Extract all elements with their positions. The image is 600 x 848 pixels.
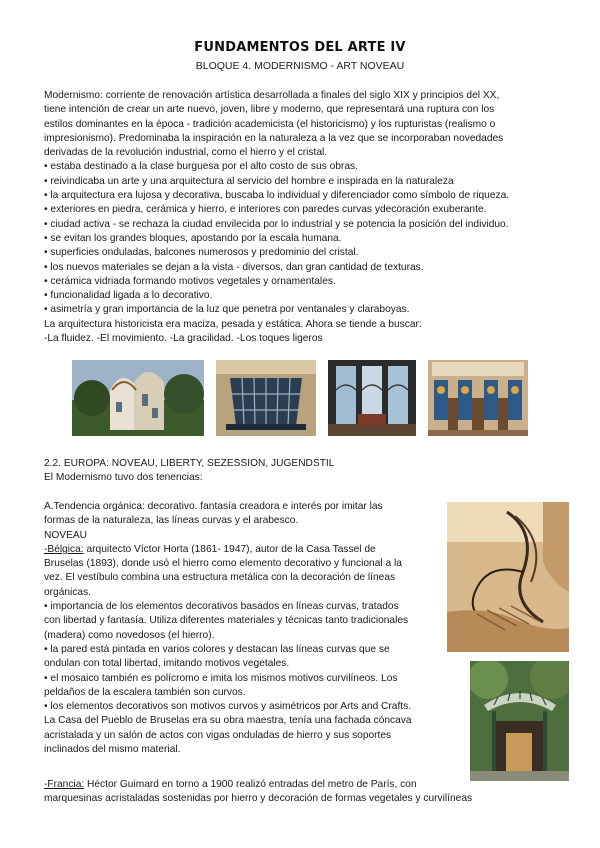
bullet-item: • reivindicaba un arte y una arquitectura al servicio del hombre e inspirada en la naturaleza (44, 175, 454, 187)
bullet-line: inclinados del mismo material. (44, 744, 181, 756)
modernist-villa-photo (72, 360, 204, 436)
bullet-line: • el mosaico también es polícromo e imita los mismos motivos curvilíneos. Los (44, 672, 398, 684)
tendencia-line: A.Tendencia orgánica: decorativo. fantasía creadora e interés por imitar las (44, 501, 383, 512)
belgica-label: -Bélgica: (44, 543, 84, 555)
bullet-item: • estaba destinado a la clase burguesa por el alto costo de sus obras. (44, 161, 358, 173)
francia-line: marquesinas acristaladas sostenidas por hierro y decoración de formas vegetales y curvilíneas (44, 793, 473, 805)
intro-line: impresionismo). Predominaba la inspiración en la naturaleza a la vez que se incorporaban novedades (44, 132, 504, 144)
closing-line: -La fluidez. -El movimiento. -La gracilidad. -Los toques ligeros (44, 333, 323, 345)
bullet-line: • los elementos decorativos son motivos curvos y asimétricos por Arts and Crafts. (44, 701, 412, 713)
bullet-item: • superficies onduladas, balcones numerosos y predominio del cristal. (44, 247, 359, 259)
noveau-block (44, 500, 444, 757)
bullet-line: peldaños de la escalera también son curvos. (44, 686, 246, 698)
bullet-item: • ciudad activa - se rechaza la ciudad envilecida por lo industrial y se potencia la posición del individuo. (44, 218, 509, 230)
intro-block (44, 89, 564, 346)
intro-line: Modernismo: corriente de renovación artística desarrollada a finales del siglo XIX y principios del XX, (44, 90, 500, 101)
stained-glass-interior-photo (328, 360, 416, 436)
bullet-item: • cerámica vidriada formando motivos vegetales y ornamentales. (44, 275, 336, 287)
belgica-line: orgánicas. (44, 586, 92, 598)
page-subtitle: BLOQUE 4. MODERNISMO - ART NOVEAU (195, 60, 405, 72)
intro-line: tiene intención de crear un arte nuevo, joven, libre y moderno, que representará una ruptura con los (44, 104, 495, 116)
bullet-item: • los nuevos materiales se dejan a la vista - diversos, dan gran cantidad de texturas. (44, 261, 424, 273)
tendencia-line: formas de la naturaleza, las líneas curvas y el arabesco. (44, 515, 299, 527)
francia-text: Héctor Guimard en torno a 1900 realizó entradas del metro de París, con (84, 779, 417, 790)
intro-line: derivadas de la revolución industrial, como el hierro y el cristal. (44, 147, 328, 159)
bullet-item: • se evitan los grandes bloques, apostando por la escala humana. (44, 232, 342, 244)
bullet-line: (madera) como novedosos (el hierro). (44, 629, 215, 641)
bullet-line: • la pared está pintada en varios colores y destacan las líneas curvas que se (44, 643, 390, 655)
belgica-line: Bruselas (1893), donde usó el hierro como elemento decorativo y funcional a la (44, 558, 402, 570)
page-title: FUNDAMENTOS DEL ARTE IV (194, 40, 406, 55)
belgica-line (44, 543, 444, 557)
intro-line: estilos dominantes en la época - tradición academicista (el historicismo) y los rupturistas (realismo o (44, 118, 496, 130)
bullet-line: acristalada y un salón de actos con vigas onduladas de hierro y sus soportes (44, 729, 392, 741)
bullet-line: • importancia de los elementos decorativos basados en líneas curvas, tratados (44, 601, 399, 613)
horta-staircase-photo (447, 502, 569, 652)
bullet-line: con libertad y fantasía. Utiliza diferentes materiales y técnicas tanto tradicionales (44, 615, 409, 627)
section-heading: 2.2. EUROPA: NOVEAU, LIBERTY, SEZESSION, JUGENDSTIL (44, 458, 335, 469)
bullet-item: • exteriores en piedra, cerámica y hierro, e interiores con paredes curvas ydecoración exuberante. (44, 204, 487, 216)
belgica-line: vez. El vestíbulo combina una estructura metálica con la decoración de líneas (44, 572, 396, 584)
bullet-item: • asimetría y gran importancia de la luz que penetra por ventanales y claraboyas. (44, 304, 410, 316)
section-header-block (44, 457, 564, 486)
noveau-label: NOVEAU (44, 529, 88, 541)
guimard-metro-entrance-photo (470, 661, 569, 781)
bullet-item: • funcionalidad ligada a lo decorativo. (44, 290, 213, 302)
bullet-line: ondulan con total libertad, imitando motivos vegetales. (44, 658, 290, 670)
francia-label: -Francia: (44, 779, 85, 790)
francia-block (44, 778, 564, 807)
bullet-item: • la arquitectura era lujosa y decorativa, buscaba lo individual y diferenciador como símbolo de riqueza. (44, 190, 510, 202)
belgica-text: arquitecto Víctor Horta (1861- 1947), autor de la Casa Tassel de (83, 543, 376, 555)
section-intro: El Modernismo tuvo dos tenencias: (44, 472, 203, 484)
closing-line: La arquitectura historicista era maciza, pesada y estática. Ahora se tiende a buscar: (44, 318, 422, 330)
bullet-line: La Casa del Pueblo de Bruselas era su obra maestra, tenía una fachada cóncava (44, 715, 412, 727)
glass-bay-window-photo (216, 360, 316, 436)
tiled-facade-photo (428, 360, 528, 436)
